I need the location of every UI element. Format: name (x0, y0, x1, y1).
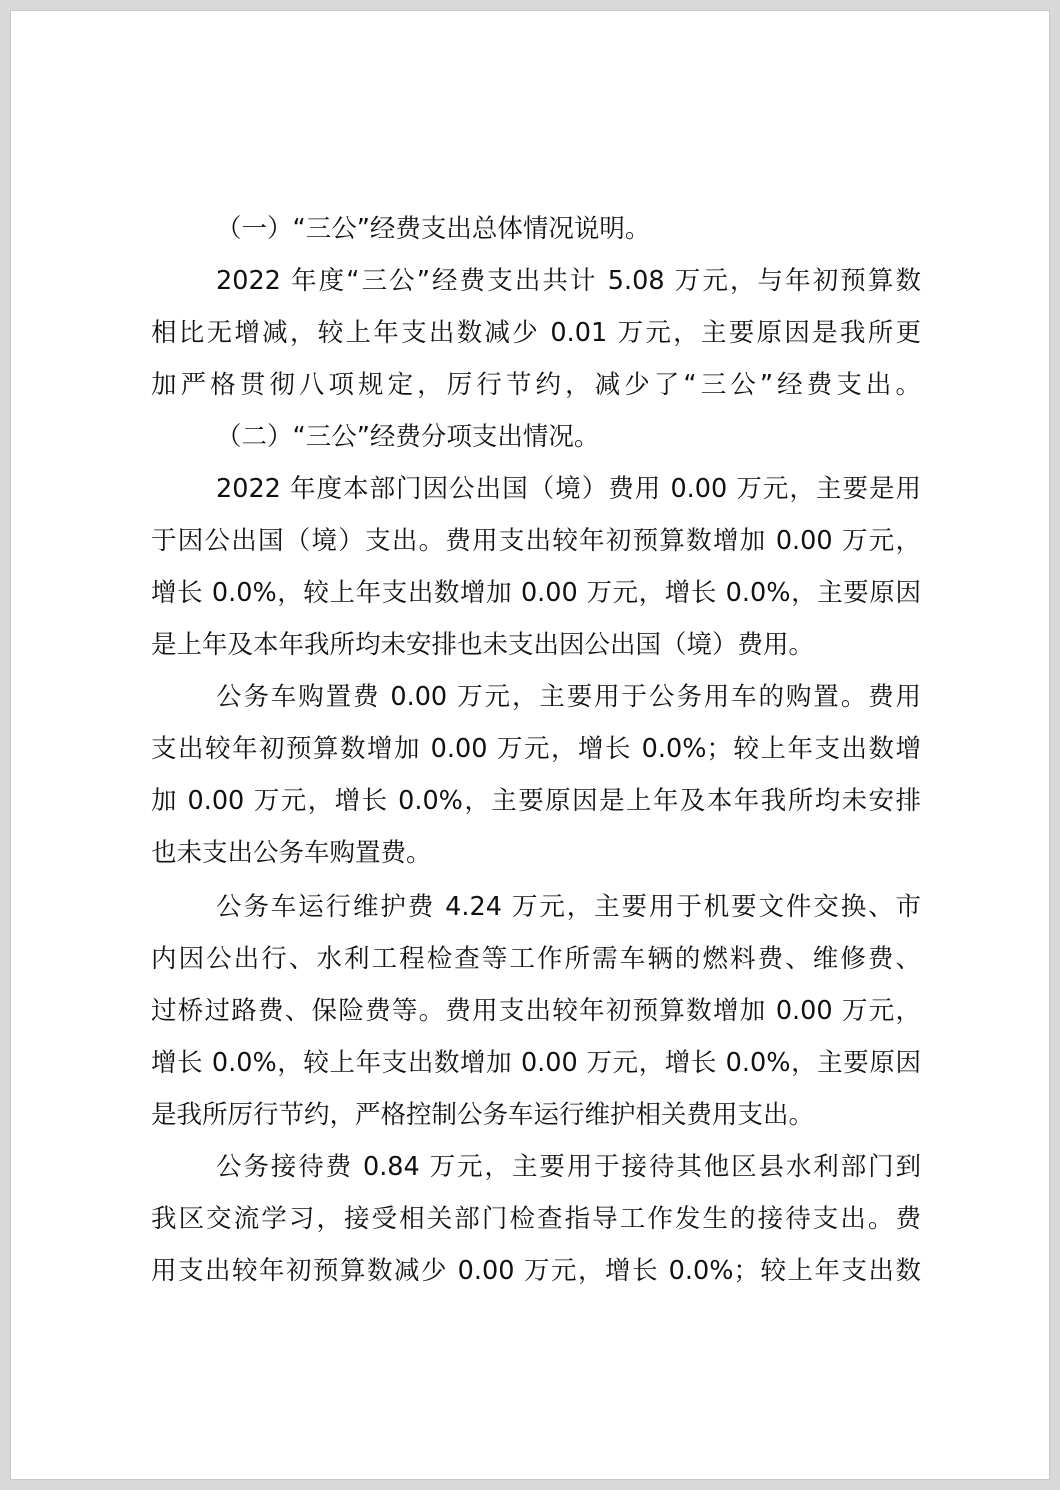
heading-1: （一）“三公”经费支出总体情况说明。 (216, 214, 651, 244)
paragraph-line: 我区交流学习，接受相关部门检查指导工作发生的接待支出。费 (151, 1204, 921, 1234)
paragraph-line: 支出较年初预算数增加 0.00 万元，增长 0.0%；较上年支出数增 (151, 734, 921, 764)
paragraph-line: 加严格贯彻八项规定，厉行节约，减少了“三公”经费支出。 (151, 370, 921, 400)
paragraph-line: 内因公出行、水利工程检查等工作所需车辆的燃料费、维修费、 (151, 944, 921, 974)
paragraph-line: 增长 0.0%，较上年支出数增加 0.00 万元，增长 0.0%，主要原因 (151, 1048, 921, 1078)
paragraph-line: 公务接待费 0.84 万元，主要用于接待其他区县水利部门到 (216, 1152, 921, 1182)
paragraph-line: 增长 0.0%，较上年支出数增加 0.00 万元，增长 0.0%，主要原因 (151, 578, 921, 608)
paragraph-line: 也未支出公务车购置费。 (151, 838, 432, 868)
heading-2: （二）“三公”经费分项支出情况。 (216, 422, 600, 452)
paragraph-line: 用支出较年初预算数减少 0.00 万元，增长 0.0%；较上年支出数 (151, 1256, 921, 1286)
paragraph-line: 公务车购置费 0.00 万元，主要用于公务用车的购置。费用 (216, 682, 921, 712)
paragraph-line: 是上年及本年我所均未安排也未支出因公出国（境）费用。 (151, 630, 815, 660)
paragraph-line: 是我所厉行节约，严格控制公务车运行维护相关费用支出。 (151, 1100, 815, 1130)
document-page (10, 10, 1050, 1480)
paragraph-line: 相比无增减，较上年支出数减少 0.01 万元，主要原因是我所更 (151, 318, 921, 348)
paragraph-line: 2022 年度“三公”经费支出共计 5.08 万元，与年初预算数 (216, 266, 921, 296)
paragraph-line: 2022 年度本部门因公出国（境）费用 0.00 万元，主要是用 (216, 474, 921, 504)
paragraph-line: 公务车运行维护费 4.24 万元，主要用于机要文件交换、市 (216, 892, 921, 922)
paragraph-line: 加 0.00 万元，增长 0.0%，主要原因是上年及本年我所均未安排 (151, 786, 921, 816)
paragraph-line: 于因公出国（境）支出。费用支出较年初预算数增加 0.00 万元， (151, 526, 921, 556)
paragraph-line: 过桥过路费、保险费等。费用支出较年初预算数增加 0.00 万元， (151, 996, 921, 1026)
